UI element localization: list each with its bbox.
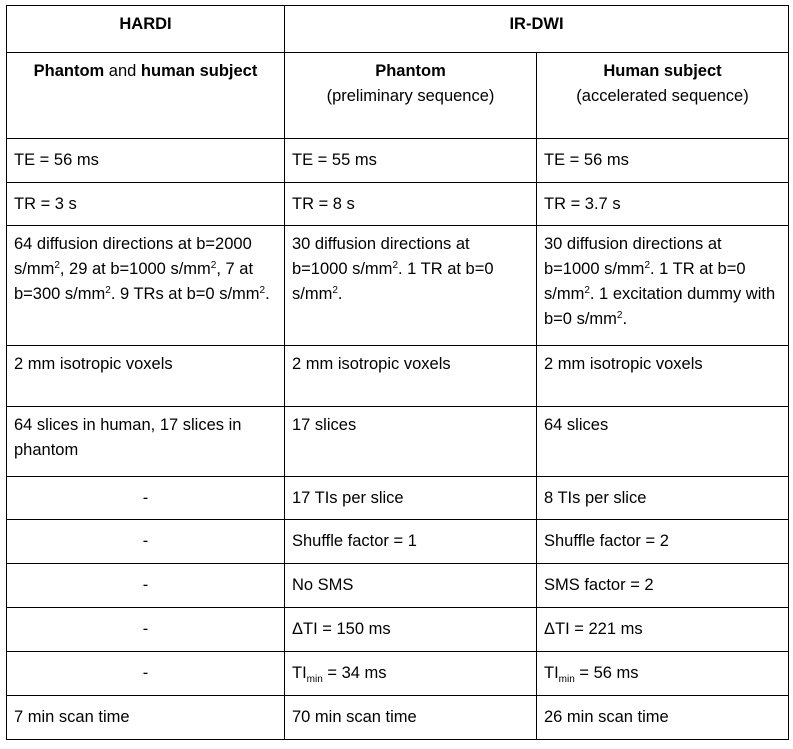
diffusion-phantom-text-1: 30 diffusion directions at b=1000 s/mm (292, 235, 470, 278)
cell-scan-time-human: 26 min scan time (537, 696, 789, 740)
timin-phantom-sub: min (306, 674, 323, 685)
header-hardi-subjects (7, 53, 285, 139)
cell-timin-hardi: - (7, 652, 285, 696)
cell-shuffle-human: Shuffle factor = 2 (537, 520, 789, 564)
row-timin (7, 652, 789, 696)
header-phantom (285, 53, 537, 139)
diffusion-human-text-1: 30 diffusion directions at b=1000 s/mm (544, 235, 722, 278)
diffusion-hardi-text-5: . (265, 285, 270, 303)
header-hardi: HARDI (7, 6, 285, 53)
diffusion-hardi-sup-4: 2 (259, 285, 266, 296)
timin-phantom-label: TI (292, 664, 307, 682)
diffusion-human-sup-2: 2 (584, 285, 590, 296)
cell-sms-phantom: No SMS (285, 564, 537, 608)
diffusion-hardi-text-4: . 9 TRs at b=0 s/mm (110, 285, 260, 303)
cell-tr-hardi: TR = 3 s (7, 183, 285, 226)
header-human-caption: (accelerated sequence) (576, 87, 749, 105)
header-human-title: Human subject (603, 62, 722, 80)
cell-sms-human: SMS factor = 2 (537, 564, 789, 608)
row-te (7, 139, 789, 183)
cell-tis-phantom: 17 TIs per slice (285, 477, 537, 520)
cell-scan-time-phantom: 70 min scan time (285, 696, 537, 740)
diffusion-human-text-4: . (622, 310, 628, 328)
cell-te-phantom: TE = 55 ms (285, 139, 537, 183)
diffusion-hardi-text-2: , 29 at b=1000 s/mm (59, 260, 211, 278)
diffusion-hardi-sup-3: 2 (105, 285, 111, 296)
diffusion-phantom-sup-2: 2 (332, 285, 338, 296)
timin-phantom-value: = 34 ms (322, 664, 387, 682)
row-shuffle (7, 520, 789, 564)
row-voxels (7, 346, 789, 407)
row-tr (7, 183, 789, 226)
cell-shuffle-phantom: Shuffle factor = 1 (285, 520, 537, 564)
diffusion-phantom-sup-1: 2 (392, 260, 398, 271)
diffusion-hardi-text-3: , 7 at b=300 s/mm (14, 260, 254, 303)
header-row-2 (7, 53, 789, 139)
cell-scan-time-hardi: 7 min scan time (7, 696, 285, 740)
cell-diffusion-hardi (7, 226, 285, 346)
cell-timin-phantom (285, 652, 537, 696)
row-diffusion (7, 226, 789, 346)
cell-voxels-hardi: 2 mm isotropic voxels (7, 346, 285, 407)
cell-voxels-phantom: 2 mm isotropic voxels (285, 346, 537, 407)
cell-tis-human: 8 TIs per slice (537, 477, 789, 520)
diffusion-human-sup-3: 2 (616, 310, 623, 321)
diffusion-hardi-sup-2: 2 (210, 260, 217, 271)
cell-delta-ti-phantom: ΔTI = 150 ms (285, 608, 537, 652)
header-phantom-caption: (preliminary sequence) (326, 87, 495, 105)
diffusion-human-sup-1: 2 (644, 260, 650, 271)
cell-slices-phantom: 17 slices (285, 407, 537, 477)
cell-delta-ti-human: ΔTI = 221 ms (537, 608, 789, 652)
header-phantom-word: Phantom (33, 62, 105, 80)
cell-delta-ti-hardi: - (7, 608, 285, 652)
cell-voxels-human: 2 mm isotropic voxels (537, 346, 789, 407)
parameters-table (6, 5, 789, 740)
cell-slices-human: 64 slices (537, 407, 789, 477)
cell-tis-hardi: - (7, 477, 285, 520)
cell-te-human: TE = 56 ms (537, 139, 789, 183)
diffusion-human-text-3: . 1 excitation dummy with b=0 s/mm (544, 285, 776, 328)
row-delta-ti (7, 608, 789, 652)
cell-tr-phantom: TR = 8 s (285, 183, 537, 226)
cell-te-hardi: TE = 56 ms (7, 139, 285, 183)
diffusion-phantom-text-3: . (337, 285, 343, 303)
cell-timin-human (537, 652, 789, 696)
header-irdwi: IR-DWI (285, 6, 789, 53)
cell-shuffle-hardi: - (7, 520, 285, 564)
header-row-1 (7, 6, 789, 53)
row-tis (7, 477, 789, 520)
diffusion-phantom-text-2: . 1 TR at b=0 s/mm (292, 260, 494, 303)
diffusion-hardi-text-1: 64 diffusion directions at b=2000 s/mm (14, 235, 252, 278)
timin-human-value: = 56 ms (574, 664, 639, 682)
row-slices (7, 407, 789, 477)
header-human (537, 53, 789, 139)
header-human-word: human subject (140, 62, 258, 80)
timin-human-label: TI (544, 664, 559, 682)
cell-diffusion-human (537, 226, 789, 346)
timin-human-sub: min (558, 674, 575, 685)
cell-sms-hardi: - (7, 564, 285, 608)
diffusion-hardi-sup-1: 2 (54, 260, 60, 271)
header-and-word: and (104, 62, 141, 80)
header-phantom-title: Phantom (375, 62, 446, 80)
diffusion-human-text-2: . 1 TR at b=0 s/mm (544, 260, 746, 303)
row-scan-time (7, 696, 789, 740)
cell-slices-hardi: 64 slices in human, 17 slices in phantom (7, 407, 285, 477)
row-sms (7, 564, 789, 608)
cell-diffusion-phantom (285, 226, 537, 346)
cell-tr-human: TR = 3.7 s (537, 183, 789, 226)
